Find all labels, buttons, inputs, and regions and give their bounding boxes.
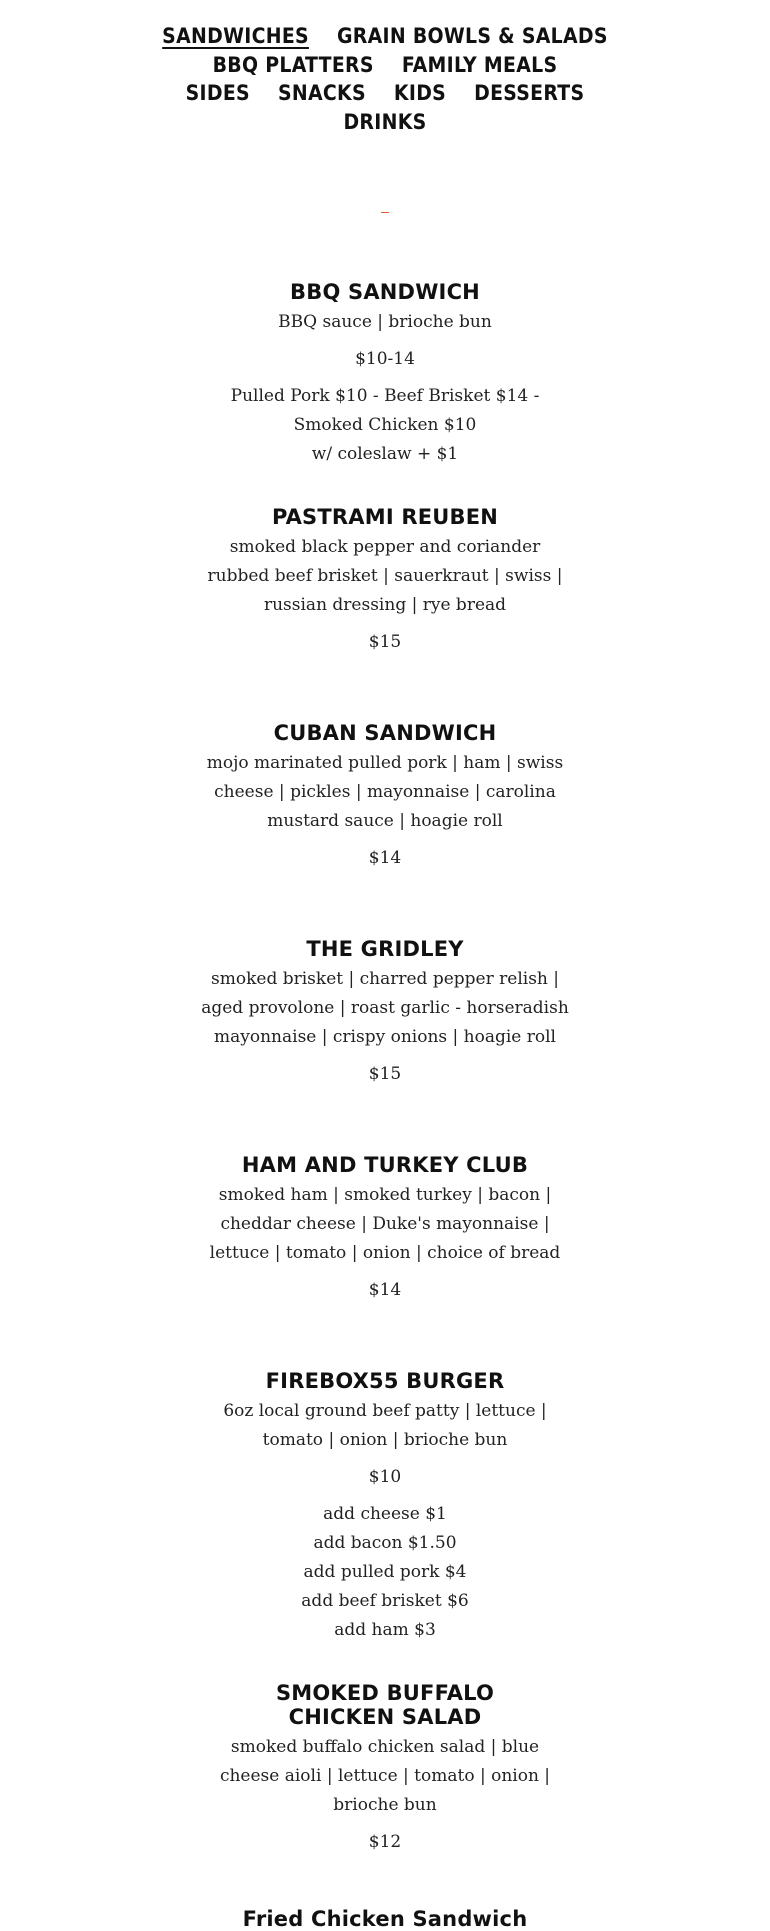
item-extra-line: add cheese $1 [323, 1504, 447, 1524]
item-description: smoked black pepper and coriander rubbed beef brisket | sauerkraut | swiss | russian dressing | rye bread [207, 537, 563, 615]
nav-row [199, 51, 572, 80]
item-name: FIREBOX55 BURGER [265, 1369, 505, 1393]
item-price: $12 [368, 1832, 402, 1852]
item-extra-line: w/ coleslaw + $1 [311, 444, 459, 464]
item-price: $10-14 [355, 349, 415, 369]
item-extras [200, 1500, 570, 1645]
item-description: mojo marinated pulled pork | ham | swiss cheese | pickles | mayonnaise | carolina mustard sauce | hoagie roll [206, 753, 564, 831]
item-extra-line: add pulled pork $4 [303, 1562, 467, 1582]
item-extra-line: add bacon $1.50 [313, 1533, 457, 1553]
nav-link-desserts[interactable]: DESSERTS [474, 81, 585, 106]
item-description: smoked brisket | charred pepper relish | aged provolone | roast garlic - horseradish mayonnaise | crispy onions | hoagie roll [201, 969, 569, 1047]
menu-item [200, 280, 570, 469]
item-extra-line: add ham $3 [334, 1620, 436, 1640]
nav-row [148, 22, 622, 51]
item-extra-line: Pulled Pork $10 - Beef Brisket $14 - Smoked Chicken $10 [230, 386, 540, 435]
item-price: $10 [368, 1467, 402, 1487]
item-name: SMOKED BUFFALO CHICKEN SALAD [275, 1681, 495, 1729]
item-name: Fried Chicken Sandwich [242, 1907, 528, 1931]
category-nav [0, 22, 770, 136]
nav-link-sides[interactable]: SIDES [185, 81, 250, 106]
accent-divider [381, 212, 389, 213]
menu-item [200, 937, 570, 1089]
item-price: $14 [368, 1280, 402, 1300]
item-description: 6oz local ground beef patty | lettuce | tomato | onion | brioche bun [223, 1401, 547, 1450]
item-price: $15 [368, 1064, 402, 1084]
nav-link-drinks[interactable]: DRINKS [343, 109, 427, 134]
item-extras [200, 382, 570, 469]
nav-link-kids[interactable]: KIDS [393, 81, 447, 106]
nav-row [329, 108, 440, 137]
item-name: HAM AND TURKEY CLUB [241, 1153, 529, 1177]
menu-item [200, 1153, 570, 1305]
nav-link-grain-bowls-salads[interactable]: GRAIN BOWLS & SALADS [336, 24, 608, 49]
sandwich-menu [200, 280, 570, 1931]
nav-link-family-meals[interactable]: FAMILY MEALS [401, 52, 558, 77]
item-name: PASTRAMI REUBEN [271, 505, 499, 529]
menu-item [200, 1907, 570, 1931]
item-name: CUBAN SANDWICH [273, 721, 497, 745]
menu-item [200, 1681, 570, 1857]
nav-link-sandwiches[interactable]: SANDWICHES [162, 24, 309, 49]
menu-item [200, 505, 570, 657]
nav-link-snacks[interactable]: SNACKS [277, 81, 366, 106]
menu-item [200, 1369, 570, 1645]
item-description: BBQ sauce | brioche bun [278, 312, 492, 332]
menu-item [200, 721, 570, 873]
nav-link-bbq-platters[interactable]: BBQ PLATTERS [212, 52, 374, 77]
item-name: THE GRIDLEY [306, 937, 464, 961]
nav-row [172, 79, 599, 108]
item-price: $15 [368, 632, 402, 652]
item-name: BBQ SANDWICH [290, 280, 480, 304]
item-extra-line: add beef brisket $6 [301, 1591, 469, 1611]
item-description: smoked ham | smoked turkey | bacon | cheddar cheese | Duke's mayonnaise | lettuce | tomato | onion | choice of bread [209, 1185, 561, 1263]
item-price: $14 [368, 848, 402, 868]
item-description: smoked buffalo chicken salad | blue cheese aioli | lettuce | tomato | onion | brioche bun [219, 1737, 551, 1815]
